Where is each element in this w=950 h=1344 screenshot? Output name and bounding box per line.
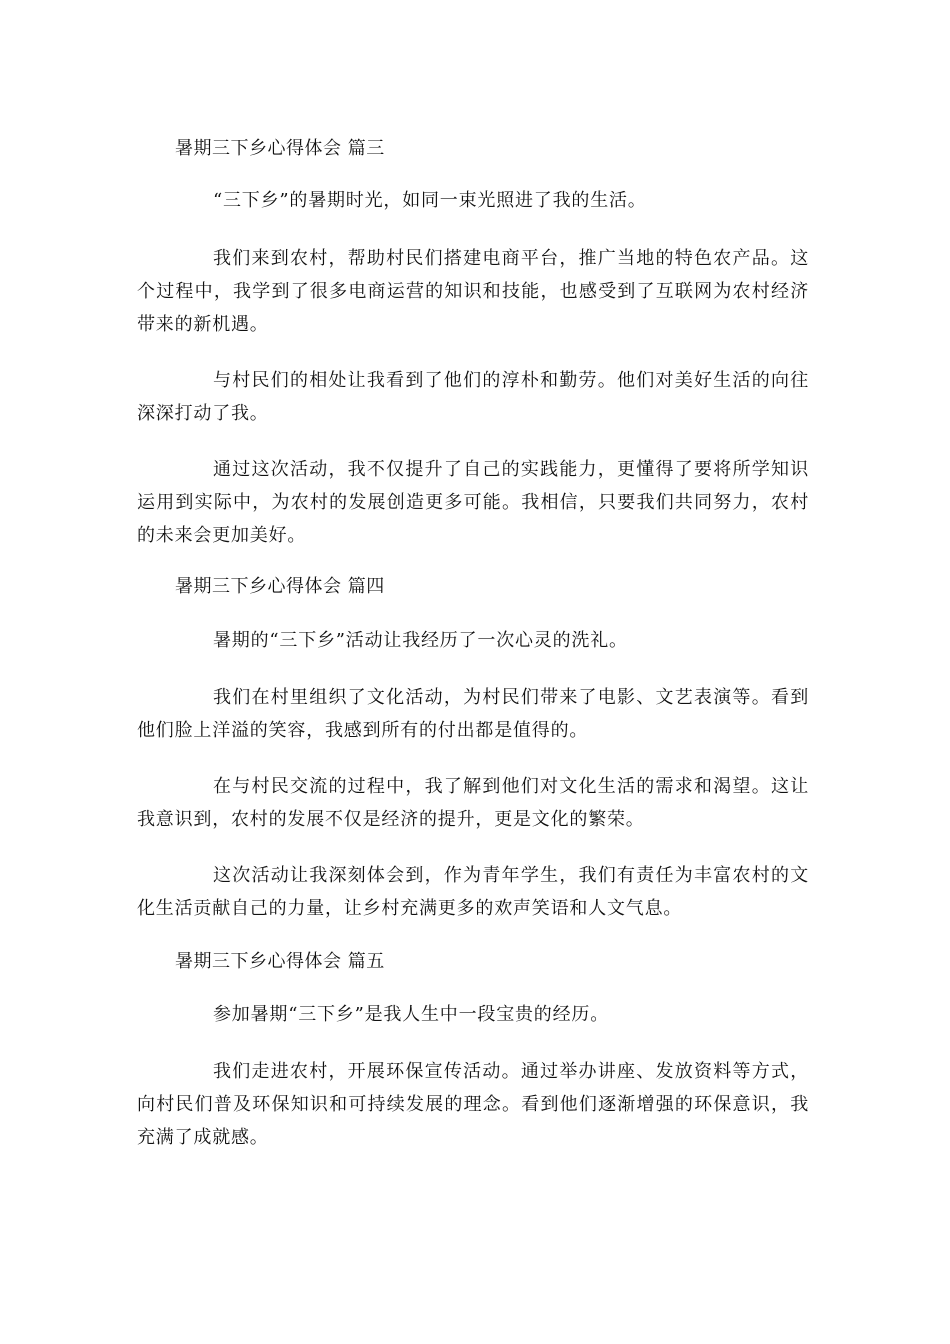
paragraph: 我们走进农村，开展环保宣传活动。通过举办讲座、发放资料等方式，向村民们普及环保知识和可持续发展的理念。看到他们逐渐增强的环保意识，我充满了成就感。 [137, 1061, 809, 1148]
paragraph: 我们在村里组织了文化活动，为村民们带来了电影、文艺表演等。看到他们脸上洋溢的笑容，我感到所有的付出都是值得的。 [137, 687, 809, 741]
paragraph: 与村民们的相处让我看到了他们的淳朴和勤劳。他们对美好生活的向往深深打动了我。 [137, 370, 809, 424]
paragraph: 这次活动让我深刻体会到，作为青年学生，我们有责任为丰富农村的文化生活贡献自己的力量，让乡村充满更多的欢声笑语和人文气息。 [137, 865, 809, 919]
section-heading-5: 暑期三下乡心得体会 篇五 [175, 951, 385, 972]
paragraph: 暑期的“三下乡”活动让我经历了一次心灵的洗礼。 [213, 630, 628, 651]
section-heading-3: 暑期三下乡心得体会 篇三 [175, 138, 385, 159]
paragraph: 参加暑期“三下乡”是我人生中一段宝贵的经历。 [213, 1004, 610, 1025]
paragraph: “三下乡”的暑期时光，如同一束光照进了我的生活。 [213, 190, 647, 211]
paragraph: 通过这次活动，我不仅提升了自己的实践能力，更懂得了要将所学知识运用到实际中，为农村的发展创造更多可能。我相信，只要我们共同努力，农村的未来会更加美好。 [137, 459, 809, 546]
paragraph: 我们来到农村，帮助村民们搭建电商平台，推广当地的特色农产品。这个过程中，我学到了很多电商运营的知识和技能，也感受到了互联网为农村经济带来的新机遇。 [137, 248, 809, 335]
section-heading-4: 暑期三下乡心得体会 篇四 [175, 576, 385, 597]
paragraph: 在与村民交流的过程中，我了解到他们对文化生活的需求和渴望。这让我意识到，农村的发展不仅是经济的提升，更是文化的繁荣。 [137, 776, 809, 830]
